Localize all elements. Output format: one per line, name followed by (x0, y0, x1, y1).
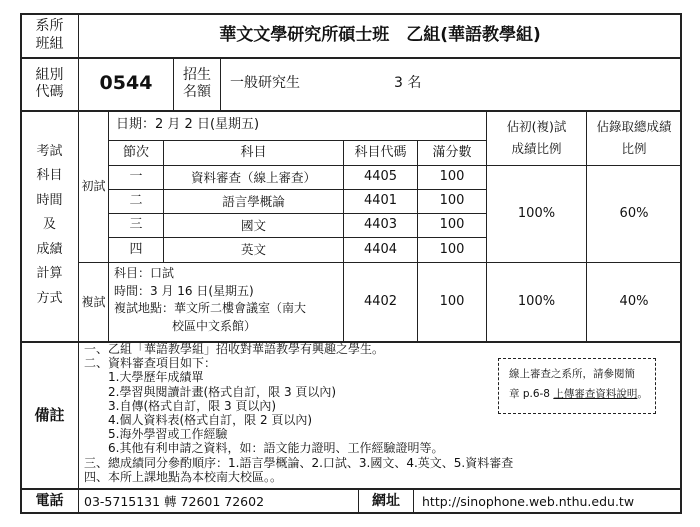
row-no: 四 (129, 241, 143, 257)
side-label-line: 成績 (36, 241, 63, 257)
quota-number: 3 名 (394, 75, 422, 92)
quota-label-line: 名額 (183, 84, 211, 100)
row-code: 4401 (363, 193, 398, 209)
row-subject: 國文 (240, 217, 266, 233)
side-label-line: 時間 (36, 192, 63, 208)
round2-line: 科目：口試 (114, 266, 175, 280)
round2-total-ratio: 40% (619, 293, 649, 309)
code-label-line: 代碼 (35, 84, 64, 100)
divider (413, 488, 414, 514)
note-line: 4.個人資料表(格式自訂，限 2 頁以內) (84, 413, 313, 428)
side-label-line: 科目 (36, 168, 63, 184)
row-subject: 資料審查（線上審查） (190, 169, 316, 185)
row-fullscore: 100 (439, 217, 465, 233)
notice-text: 章 p.6-8 (509, 388, 554, 400)
side-label-line: 計算 (36, 266, 63, 282)
note-line: 6.其他有利申請之資料，如：語文能力證明、工作經驗證明等。 (84, 441, 444, 456)
code-label-line: 組別 (35, 66, 64, 83)
upload-notice (498, 358, 656, 414)
website-link[interactable]: http://sinophone.web.nthu.edu.tw (422, 493, 635, 509)
side-label-line: 方式 (36, 290, 63, 306)
group-code: 0544 (99, 72, 153, 95)
notes-label: 備註 (34, 405, 65, 424)
divider (78, 341, 79, 488)
notice-line: 線上審查之系所，請參閱簡 (509, 368, 635, 380)
row-code: 4405 (363, 169, 398, 185)
ratio-header-line: 成績比例 (511, 141, 562, 156)
ratio-header-line: 比例 (621, 141, 647, 156)
quota-type: 一般研究生 (230, 75, 300, 92)
note-line: 二、資料審查項目如下： (84, 356, 217, 371)
url-label: 網址 (372, 492, 400, 509)
dept-label-line: 系所 (35, 18, 64, 34)
round2-code: 4402 (363, 293, 398, 309)
round2-line: 時間：3 月 16 日(星期五) (114, 283, 254, 298)
note-line: 1.大學歷年成績單 (84, 370, 204, 385)
col-header-total-ratio (587, 111, 681, 165)
row-code: 4404 (363, 241, 398, 257)
col-header-subject: 科目 (240, 144, 267, 160)
row-no: 三 (129, 217, 143, 233)
side-label-line: 及 (42, 217, 56, 233)
dept-label-line: 班組 (35, 35, 64, 52)
col-header-code: 科目代碼 (354, 144, 407, 160)
note-line: 三、總成績同分參酌順序：1.語言學概論、2.口試、3.國文、4.英文、5.資料審查 (84, 455, 514, 470)
side-label-line: 考試 (36, 143, 63, 159)
quota-label-line: 招生 (183, 66, 211, 83)
page-title: 華文文學研究所碩士班 乙組(華語教學組) (219, 24, 541, 45)
col-header-session: 節次 (122, 144, 149, 160)
row-code: 4403 (363, 217, 398, 233)
round1-total-ratio: 60% (619, 205, 649, 221)
exam-date: 日期：2 月 2 日(星期五) (116, 116, 260, 132)
row-fullscore: 100 (439, 169, 465, 185)
row-no: 一 (129, 169, 143, 185)
row-fullscore: 100 (439, 193, 465, 209)
round1-label: 初試 (81, 179, 106, 193)
quota-label (174, 58, 220, 110)
row-subject: 英文 (240, 242, 266, 258)
row-fullscore: 100 (439, 241, 465, 257)
round2-fullscore: 100 (439, 293, 465, 309)
upload-guide-link[interactable]: 上傳審查資料說明 (553, 388, 638, 400)
col-header-fullscore: 滿分數 (432, 144, 472, 160)
phone-label: 電話 (35, 492, 64, 509)
ratio-header-line: 佔錄取總成績 (596, 119, 672, 134)
divider (78, 488, 79, 514)
round1-ratio: 100% (517, 205, 556, 221)
col-header-round-ratio (487, 111, 586, 165)
notice-line (509, 384, 655, 404)
note-line: 一、乙組「華語教學組」招收對華語教學有興趣之學生。 (84, 342, 385, 356)
round2-label: 複試 (81, 294, 106, 309)
notice-text: 。 (637, 388, 648, 400)
note-line: 3.自傳(格式自訂，限 3 頁以內) (84, 398, 277, 413)
dept-label (21, 14, 78, 57)
round2-details (114, 265, 342, 335)
divider (220, 57, 221, 110)
round2-line: 複試地點：華文所二樓會議室（南大 (114, 301, 307, 315)
round2-ratio: 100% (517, 293, 556, 309)
phone-number: 03-5715131 轉 72601 72602 (84, 493, 265, 509)
note-line: 5.海外學習或工作經驗 (84, 427, 228, 442)
code-label (21, 58, 78, 110)
exam-side-label (21, 138, 78, 313)
row-subject: 語言學概論 (222, 193, 285, 209)
note-line: 四、本所上課地點為本校南大校區。。 (84, 469, 283, 484)
row-no: 二 (129, 193, 143, 209)
note-line: 2.學習與閱讀計畫(格式自訂，限 3 頁以內) (84, 384, 337, 399)
ratio-header-line: 佔初(複)試 (506, 119, 567, 134)
round2-line: 校區中文系館） (172, 318, 257, 333)
